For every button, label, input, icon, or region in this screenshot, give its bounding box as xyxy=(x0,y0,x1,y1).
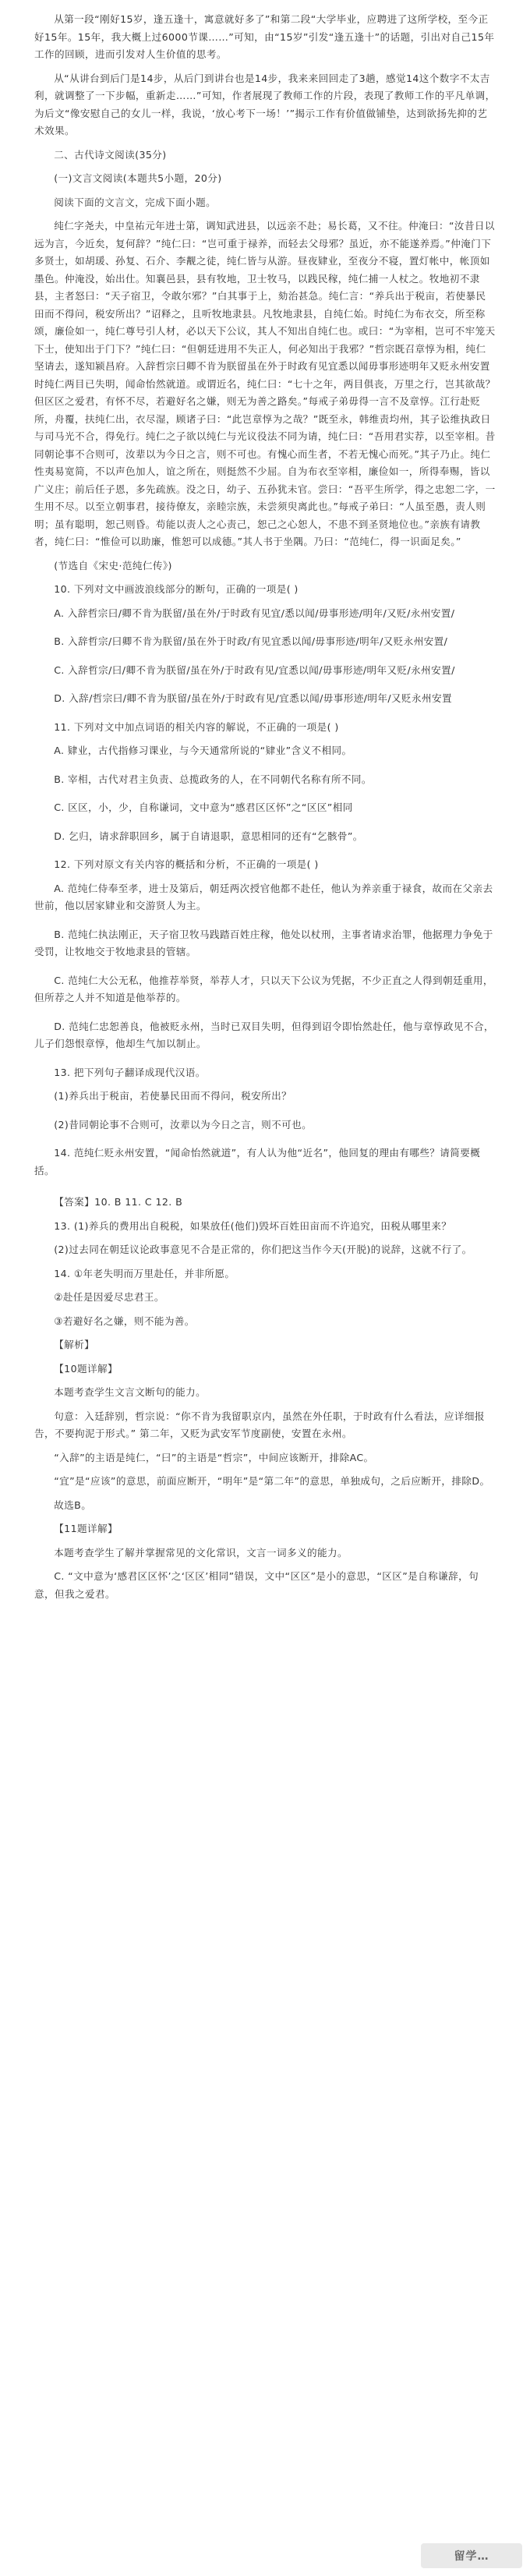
question-11-option: B. 宰相，古代对君主负责、总揽政务的人，在不同朝代名称有所不同。 xyxy=(54,773,372,785)
question-12-option: C. 范纯仁大公无私，他推荐举贤，举荐人才，只以天下公议为凭据，不少正直之人得到朝廷重用，但所荐之人并不知道是他举荐的。 xyxy=(34,974,493,1003)
question-13-item: (1)养兵出于税亩，若使暴民田而不得问，税安所出？ xyxy=(54,1090,292,1102)
q10-detail-text: “入辞”的主语是纯仁，“曰”的主语是“哲宗”，中间应该断开，排除AC。 xyxy=(54,1451,374,1463)
question-11-option: C. 区区，小，少，自称谦词，文中意为“感君区区怀”之“区区”相同 xyxy=(54,801,353,813)
q10-detail-label: 【10题详解】 xyxy=(54,1362,118,1375)
site-watermark: 留学… xyxy=(421,2543,522,2568)
question-10-option: B. 入辞哲宗/曰卿不肯为朕留/虽在外于时政/有见宜悉以闻/毋事形迹/明年/又贬永州安置/ xyxy=(54,635,448,647)
question-12-stem: 12. 下列对原文有关内容的概括和分析，不正确的一项是( ) xyxy=(54,858,319,870)
answer-14-1: 14. ①年老失明而万里赴任，并非所愿。 xyxy=(54,1267,235,1279)
question-10-option: A. 入辞哲宗曰/卿不肯为朕留/虽在外/于时政有见宜/悉以闻/毋事形迹/明年/又贬/永州安置/ xyxy=(54,607,455,619)
intro-paragraph: 从“从讲台到后门是14步，从后门到讲台也是14步，我来来回回走了3趟，感觉14这个数字不太吉利，就调整了一下步幅，重新走……”可知，作者展现了教师工作的片段，表现了教师工作的平凡单调，为后文“像安慰自己的女儿一样，我说，‘放心考下一场！’”揭示工作有价值做铺垫，达到欲扬先抑的艺术效果。 xyxy=(34,72,496,136)
intro-paragraph: 从第一段“刚好15岁，逢五逢十，寓意就好多了”和第二段“大学毕业，应聘进了这所学校，至今正好15年。15年，我大概上过6000节课……”可知，由“15岁”引发“逢五逢十”的话题，引出对自己15年工作的回顾，进而引发对人生价值的思考。 xyxy=(34,13,495,60)
question-10-stem: 10. 下列对文中画波浪线部分的断句，正确的一项是( ) xyxy=(54,583,299,595)
section-title: 二、古代诗文阅读(35分) xyxy=(54,148,167,161)
question-14-stem: 14. 范纯仁贬永州安置，“闻命怡然就道”，有人认为他“近名”，他回复的理由有哪些？请简要概括。 xyxy=(34,1147,481,1177)
q10-detail-text: “宜”是“应该”的意思，前面应断开，“明年”是“第二年”的意思，单独成句，之后应断开，排除D。 xyxy=(54,1475,490,1487)
question-12-option: D. 范纯仁忠恕善良，他被贬永州，当时已双目失明，但得到诏令即怡然赴任，他与章惇政见不合，儿子们怨恨章惇，他却生气加以制止。 xyxy=(34,1020,494,1049)
answer-14-3: ③若避好名之嫌，则不能为善。 xyxy=(54,1315,195,1327)
question-13-item: (2)昔同朝论事不合则可，汝辈以为今日之言，则不可也。 xyxy=(54,1118,313,1131)
answer-13-1: 13. (1)养兵的费用出自税税，如果放任(他们)毁坏百姓田亩而不许追究，田税从哪里来？ xyxy=(54,1219,452,1232)
question-10-option: C. 入辞哲宗/曰/卿不肯为朕留/虽在外/于时政有见/宜悉以闻/毋事形迹/明年又贬/永州安置/ xyxy=(54,663,455,676)
question-11-option: A. 肄业，古代指修习课业，与今天通常所说的“肄业”含义不相同。 xyxy=(54,745,352,756)
question-11-option: D. 乞归，请求辞职回乡，属于自请退职，意思相同的还有“乞骸骨”。 xyxy=(54,830,363,842)
answer-13-2: (2)过去同在朝廷议论政事意见不合是正常的，你们把这当作今天(开脱)的说辞，这就不行了。 xyxy=(54,1244,472,1255)
question-12-option: A. 范纯仁侍奉至孝，进士及第后，朝廷两次授官他都不赴任，他认为养亲重于禄食，故而在父亲去世前，他以居家肄业和交游贤人为主。 xyxy=(34,882,493,911)
classical-passage: 纯仁字尧夫，中皇祐元年进士第，调知武进县，以远亲不赴；易长葛，又不往。仲淹曰：“汝昔日以远为言，今近矣，复何辞？”纯仁曰：“岂可重于禄养，而轻去父母邪？虽近，亦不能遂养焉。”仲淹门下多贤士，如胡瑗、孙复、石介、李觏之徒，纯仁皆与从游。昼夜肄业，至夜分不寝，置灯帐中，帐顶如墨色。仲淹没，始出仕。知襄邑县，县有牧地，卫士牧马，以践民稼，纯仁捕一人杖之。牧地初不隶县，主者怒曰：“天子宿卫，令敢尔邪？”白其事于上，劾治甚急。纯仁言：“养兵出于税亩，若使暴民田而不得问，税安所出？”诏释之，且听牧地隶县。凡牧地隶县，自纯仁始。时纯仁为布衣交，所至称颂，廉俭如一，纯仁尊号引人材，必以天下公议，其人不知出自纯仁也。或曰：“为宰相，岂可不牢笼天下士，使知出于门下？”纯仁曰：“但朝廷进用不失正人，何必知出于我邪？”哲宗既召章惇为相，纯仁坚请去，遂知颍昌府。入辞哲宗曰卿不肯为朕留虽在外于时政有见宜悉以闻毋事形迹明年又贬永州安置时纯仁两目已失明，闻命怡然就道。或谓近名，纯仁曰：“七十之年，两目俱丧，万里之行，岂其欲哉？但区区之爱君，有怀不尽，若避好名之嫌，则无为善之路矣。”每戒子弟毋得一言不及章惇。江行赴贬所，舟覆，扶纯仁出，衣尽湿，顾诸子曰：“此岂章惇为之哉？”既至永，韩维责均州，其子讼维执政日与司马光不合，得免行。纯仁之子欲以纯仁与光议役法不同为请，纯仁曰：“吾用君实荐，以至宰相。昔同朝论事不合则可，汝辈以为今日之言，则不可也。有愧心而生者，不若无愧心而死。”其子乃止。纯仁性夷易宽简，不以声色加人，谊之所在，则挺然不少屈。自为布衣至宰相，廉俭如一，所得奉赐，皆以广义庄；前后任子恩，多先疏族。没之日，幼子、五孙犹未官。尝曰：“吾平生所学，得之忠恕二字，一生用不尽。以至立朝事君，接待僚友，亲睦宗族，未尝须臾离此也。”每戒子弟曰：“人虽至愚，责人则明；虽有聪明，恕己则昏。苟能以责人之心责己，恕己之心恕人，不患不到圣贤地位也。”亲族有请教者，纯仁曰：“惟俭可以助廉，惟恕可以成德。”其人书于坐隅。乃曰：“范纯仁，得一识面足矣。” xyxy=(34,220,496,547)
question-13-stem: 13. 把下列句子翻译成现代汉语。 xyxy=(54,1066,206,1078)
q10-detail-text: 本题考查学生文言文断句的能力。 xyxy=(54,1386,207,1398)
subsection-title: (一)文言文阅读(本题共5小题，20分) xyxy=(54,172,222,184)
q10-detail-text: 故选B。 xyxy=(54,1499,92,1511)
passage-source: (节选自《宋史·范纯仁传》) xyxy=(54,559,172,571)
answer-key: 【答案】10. B 11. C 12. B xyxy=(54,1196,183,1208)
question-12-option: B. 范纯仁执法刚正，天子宿卫牧马践踏百姓庄稼，他处以杖刑，主事者请求治罪，他据理力争免于受罚，让牧地交于牧地隶县的管辖。 xyxy=(34,928,493,957)
answer-14-2: ②赴任是因爱尽忠君王。 xyxy=(54,1291,164,1303)
question-11-stem: 11. 下列对文中加点词语的相关内容的解说，不正确的一项是( ) xyxy=(54,720,339,733)
q11-detail-text: C. “文中意为‘感君区区怀’之‘区区’相同”错误，文中“区区”是小的意思，“区区”是自称谦辞，句意，但我之爱君。 xyxy=(34,1570,479,1600)
q10-detail-text: 句意：入廷辞别，哲宗说：“你不肯为我留职京内，虽然在外任职，于时政有什么看法，应详细报告，不要拘泥于形式。” 第二年，又贬为武安军节度副使，安置在永州。 xyxy=(34,1410,485,1439)
question-10-option: D. 入辞/哲宗曰/卿不肯为朕留/虽在外/于时政有见/宜悉以闻/毋事形迹/明年/又贬永州安置 xyxy=(54,692,453,704)
q11-detail-label: 【11题详解】 xyxy=(54,1523,118,1534)
instruction-text: 阅读下面的文言文，完成下面小题。 xyxy=(54,196,217,208)
q11-detail-text: 本题考查学生了解并掌握常见的文化常识，文言一词多义的能力。 xyxy=(54,1546,348,1559)
analysis-label: 【解析】 xyxy=(54,1339,95,1350)
